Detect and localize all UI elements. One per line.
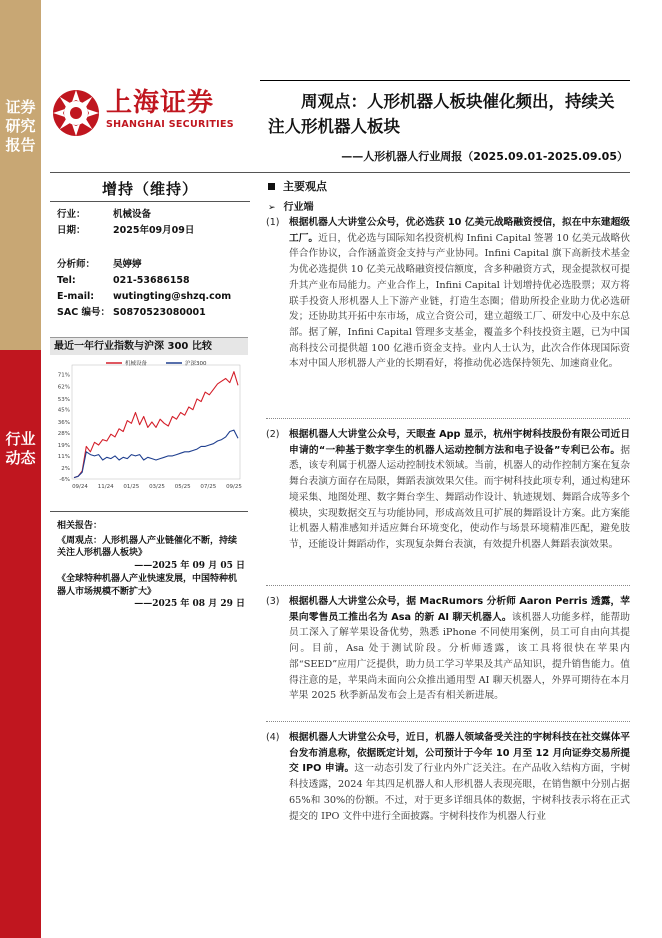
rating-label: 增持（维持） xyxy=(101,180,198,198)
header-divider xyxy=(50,172,630,173)
arrow-bullet-icon: ➢ xyxy=(268,203,276,213)
email-key: E-mail: xyxy=(57,291,95,302)
y-tick-label: -6% xyxy=(59,477,70,483)
item-lead: 根据机器人大讲堂公众号，天眼查 App 显示，杭州宇树科技股份有限公司近日申请的“一种基于数字孪生的机器人运动控制方法和电子设备”专利已公布。 xyxy=(289,429,630,456)
tel-key: Tel: xyxy=(57,275,76,286)
industry-key: 行业： xyxy=(57,209,86,220)
analyst-key: 分析师： xyxy=(57,259,96,270)
item-lead: 根据机器人大讲堂公众号，据 MacRumors 分析师 Aaron Perris 透露，苹果向零售员工推出名为 Asa 的新 AI 聊天机器人。 xyxy=(289,596,630,623)
x-tick-label: 07/25 xyxy=(200,484,217,490)
main-heading xyxy=(268,178,327,194)
tel-value: 021-53686158 xyxy=(113,275,190,286)
x-tick-label: 05/25 xyxy=(174,484,191,490)
y-tick-label: 19% xyxy=(57,443,70,450)
logo-emblem-icon xyxy=(51,88,101,138)
item-number: (4) xyxy=(266,732,280,743)
company-logo xyxy=(51,85,251,145)
index-comparison-chart xyxy=(50,357,248,497)
report-title: 周观点：人形机器人板块催化频出，持续关注人形机器人板块 xyxy=(268,92,615,136)
y-tick-label: 2% xyxy=(61,466,70,473)
logo-english-name: SHANGHAI SECURITIES xyxy=(106,119,234,130)
report-subtitle: ——人形机器人行业周报（2025.09.01-2025.09.05） xyxy=(341,150,628,163)
industry-value: 机械设备 xyxy=(113,209,152,220)
y-tick-label: 11% xyxy=(57,453,70,460)
x-tick-label: 01/25 xyxy=(123,484,140,490)
item-text: 据悉，该专利属于机器人运动控制技术领域。当前，机器人的动作控制方案在复杂舞台表演方面存在局限，舞蹈表演效果欠佳。而宇树科技此项专利，通过构建环境采集、地图处理、数字舞台孪生、舞蹈动作设计、轨迹规划、舞蹈合成等多个模块，实现数据交互与功能协同，形成高效且可扩展的舞蹈设计方案。此方案能让机器人精准感知并适应舞台环境变化，使动作与场景环境精准匹配，避免肢节，还能设计舞蹈动作，实现复杂舞台表演，有效提升机器人舞蹈表演效果。 xyxy=(289,444,630,550)
series-line xyxy=(74,372,238,478)
y-tick-label: 53% xyxy=(57,396,70,403)
y-tick-label: 45% xyxy=(57,407,70,414)
item-lead: 根据机器人大讲堂公众号，近日，机器人领域备受关注的宇树科技在社交媒体平台发布消息称，依据既定计划，公司预计于今年 10 月至 12 月向证券交易所提交 IPO 申请。 xyxy=(289,732,630,775)
item-text: 近日，优必选与国际知名投资机构 Infini Capital 签署 10 亿美元战略伙伴合作协议，合作涵盖资金支持与产业协同。Infini Capital 旗下高新技术基金为优必选提供 10 亿美元战略融资授信额度，含多种融资方式，现金提款权可提升其产业布局能力。产业合作上，Infini Capital 计划增持优必选股票；双方将联手投资人形机器人上下游产业链，打造生态圈；借助所投企业助力优必选研发；还协助其开拓中东市场，成立合资公司，建立超级工厂、研发中心及中东总部。据了解，Infini Capital 管理多支基金，覆盖多个科技投资主题，已为中国高科技公司提供超 100 亿港币资金支持。业内人士认为，此次合作体现国际资本对中国人形机器人产业的长期看好，将推动优必选保持领先、加速商业化。 xyxy=(289,232,631,370)
legend-label: 机械设备 xyxy=(125,361,148,367)
report-category-label: 行业动态 xyxy=(5,430,36,467)
item-text: 该机器人功能多样，能帮助员工深入了解苹果设备优势，熟悉 iPhone 不同使用案例，员工可自由向其提问。目前，Asa 处于测试阶段。分析师透露，该工具将很快在苹果内部“SEED”应用广泛提供，助力员工学习苹果及其产品知识，提升销售能力。值得注意的是，苹果尚未面向公众推出通用型 AI 聊天机器人，外界可期待在本月苹果 2025 秋季新品发布会上是否有相关新进展。 xyxy=(289,611,630,702)
y-tick-label: 62% xyxy=(57,384,70,391)
news-item xyxy=(266,215,630,372)
item-text: 这一动态引发了行业内外广泛关注。在产品收入结构方面，宇树科技透露，2024 年其四足机器人和人形机器人表现亮眼，在销售额中分别占据 65%和 30%的份额。不过，对于更多详细具体的数据，宇树科技表示将在正式提交的 IPO 文件中进行全面披露。宇树科技作为机器人行业 xyxy=(289,763,631,822)
info-date xyxy=(57,224,194,237)
related-reports xyxy=(57,520,245,612)
item-divider xyxy=(266,585,630,586)
sac-key: SAC 编号： xyxy=(57,307,110,318)
related-report-title[interactable]: 《周观点：人形机器人产业链催化不断，持续关注人形机器人板块》 xyxy=(57,535,238,558)
email-value[interactable]: wutingting@shzq.com xyxy=(113,291,232,302)
sac-value: S0870523080001 xyxy=(113,307,206,318)
x-tick-label: 09/25 xyxy=(226,484,242,490)
y-tick-label: 36% xyxy=(57,419,70,426)
news-item xyxy=(266,427,630,553)
report-type-label: 证券研究报告 xyxy=(5,98,36,154)
square-bullet-icon xyxy=(268,183,275,190)
info-tel xyxy=(57,274,190,287)
x-tick-label: 03/25 xyxy=(149,484,165,490)
main-heading-text: 主要观点 xyxy=(283,180,327,193)
related-report-date: ——2025 年 09 月 05 日 xyxy=(134,560,245,571)
section-heading-text: 行业端 xyxy=(283,202,314,213)
info-sac xyxy=(57,306,206,319)
date-key: 日期： xyxy=(57,225,86,236)
related-report-date: ——2025 年 08 月 29 日 xyxy=(134,599,245,609)
x-tick-label: 11/24 xyxy=(97,484,114,490)
info-industry xyxy=(57,208,151,221)
item-divider xyxy=(266,721,630,722)
item-number: (3) xyxy=(266,596,280,607)
chart-title: 最近一年行业指数与沪深 300 比较 xyxy=(50,337,248,355)
series-line xyxy=(74,430,238,478)
x-tick-label: 09/24 xyxy=(72,484,88,490)
sidebar xyxy=(0,0,41,936)
title-top-rule xyxy=(260,80,630,81)
y-tick-label: 71% xyxy=(57,372,70,379)
section-heading xyxy=(268,198,314,213)
logo-chinese-name: 上海证券 xyxy=(106,88,215,118)
related-report-title[interactable]: 《全球特种机器人产业快速发展，中国特种机器人市场规模不断扩大》 xyxy=(57,574,238,597)
chart-divider xyxy=(50,511,248,512)
rating-divider xyxy=(50,201,250,202)
legend-label: 沪深300 xyxy=(185,361,207,367)
item-divider xyxy=(266,418,630,419)
item-number: (1) xyxy=(266,217,280,228)
analyst-value: 吴婷婷 xyxy=(113,259,142,270)
info-analyst xyxy=(57,258,142,271)
news-item xyxy=(266,730,630,824)
plot-frame xyxy=(72,365,240,479)
y-tick-label: 28% xyxy=(57,430,70,437)
date-value: 2025年09月09日 xyxy=(113,225,195,236)
item-number: (2) xyxy=(266,429,280,440)
news-item xyxy=(266,594,630,704)
info-email xyxy=(57,290,231,303)
item-lead: 根据机器人大讲堂公众号，优必选获 10 亿美元战略融资授信，拟在中东建超级工厂。 xyxy=(289,217,630,244)
related-reports-label: 相关报告： xyxy=(57,521,103,531)
